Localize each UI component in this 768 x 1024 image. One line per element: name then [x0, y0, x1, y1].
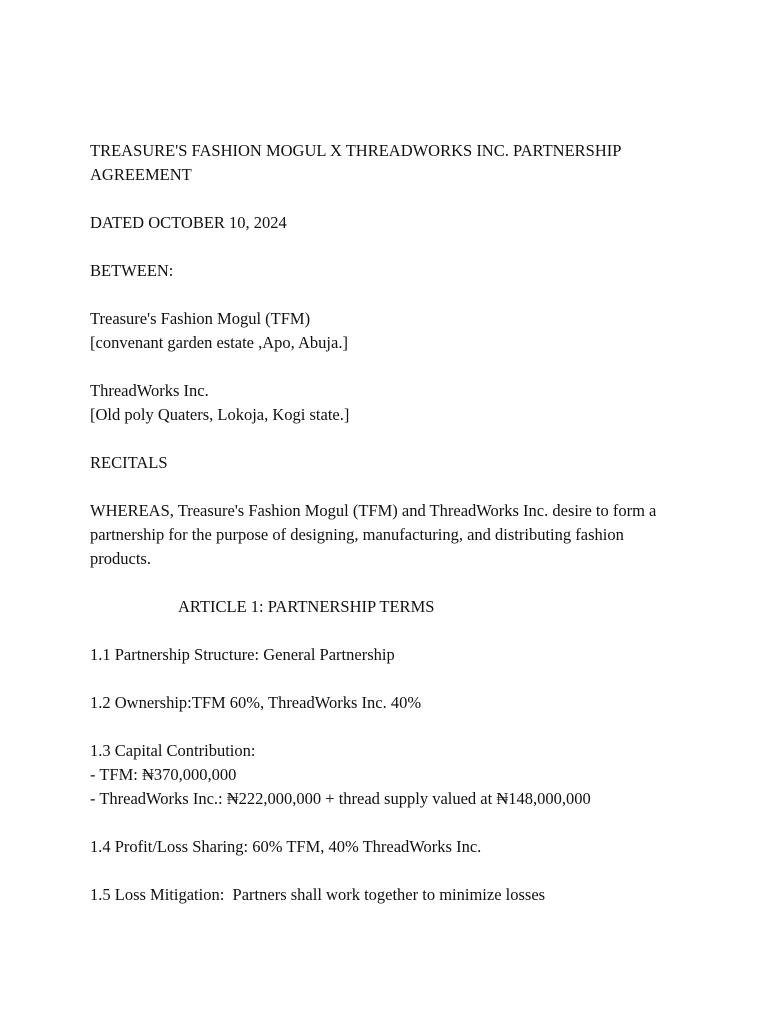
party-1-address: [convenant garden estate ,Apo, Abuja.]	[90, 333, 348, 352]
party-1-block	[90, 307, 680, 355]
clause-1-3-heading: 1.3 Capital Contribution:	[90, 741, 256, 760]
agreement-date: DATED OCTOBER 10, 2024	[90, 213, 287, 232]
document-body	[90, 139, 680, 931]
party-2-name: ThreadWorks Inc.	[90, 381, 209, 400]
between-heading: BETWEEN:	[90, 261, 174, 280]
party-1-name: Treasure's Fashion Mogul (TFM)	[90, 309, 311, 328]
article-1-heading: ARTICLE 1: PARTNERSHIP TERMS	[178, 597, 435, 616]
recitals-heading: RECITALS	[90, 453, 168, 472]
clause-1-2: 1.2 Ownership:TFM 60%, ThreadWorks Inc. 40%	[90, 693, 422, 712]
clause-1-1: 1.1 Partnership Structure: General Partnership	[90, 645, 395, 664]
party-2-address: [Old poly Quaters, Lokoja, Kogi state.]	[90, 405, 350, 424]
clause-1-3-item-threadworks: - ThreadWorks Inc.: ₦222,000,000 + thread supply valued at ₦148,000,000	[90, 789, 591, 808]
party-2-block	[90, 379, 680, 427]
clause-1-4: 1.4 Profit/Loss Sharing: 60% TFM, 40% ThreadWorks Inc.	[90, 837, 482, 856]
clause-1-3	[90, 739, 680, 811]
clause-1-3-item-tfm: - TFM: ₦370,000,000	[90, 765, 237, 784]
agreement-title: TREASURE'S FASHION MOGUL X THREADWORKS INC. PARTNERSHIP AGREEMENT	[90, 141, 621, 184]
recital-text: WHEREAS, Treasure's Fashion Mogul (TFM) and ThreadWorks Inc. desire to form a partnership for the purpose of designing, manufacturing, and distributing fashion products.	[90, 501, 657, 568]
clause-1-5: 1.5 Loss Mitigation: Partners shall work together to minimize losses	[90, 885, 546, 904]
